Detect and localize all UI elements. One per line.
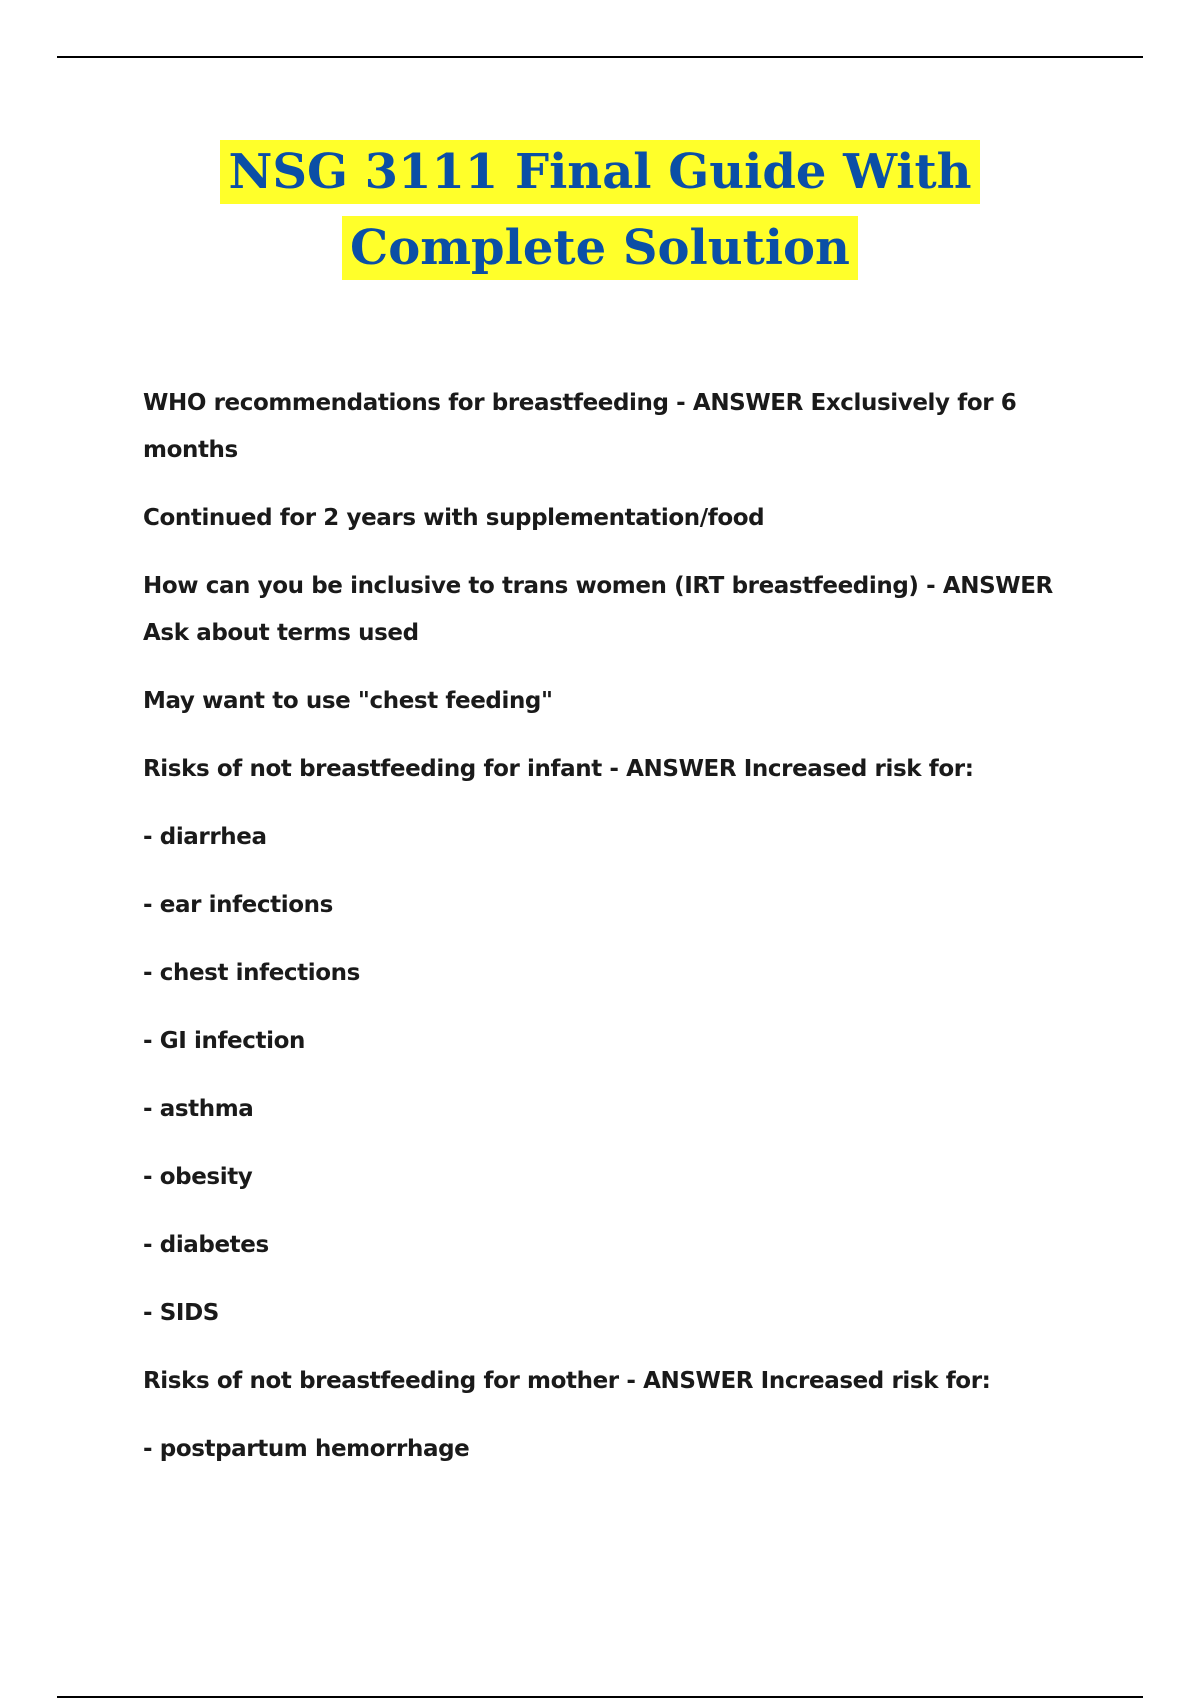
list-item-obesity: - obesity [143,1164,253,1190]
paragraph-inclusive-trans-women: How can you be inclusive to trans women (IRT breastfeeding) - ANSWER Ask about terms used [143,573,1053,646]
list-item-ear-infections: - ear infections [143,892,333,918]
paragraph-continued: Continued for 2 years with supplementation/food [143,505,765,531]
document-title [0,140,1200,292]
title-line-1: NSG 3111 Final Guide With [220,140,979,204]
paragraph-risks-infant: Risks of not breastfeeding for infant - ANSWER Increased risk for: [143,756,974,782]
paragraph-chest-feeding: May want to use "chest feeding" [143,688,553,714]
list-item-diabetes: - diabetes [143,1232,269,1258]
list-item-sids: - SIDS [143,1300,219,1326]
paragraph-who-recommendations: WHO recommendations for breastfeeding - ANSWER Exclusively for 6 months [143,390,1017,463]
list-item-diarrhea: - diarrhea [143,824,267,850]
list-item-chest-infections: - chest infections [143,960,360,986]
bottom-rule [57,1696,1143,1698]
list-item-gi-infection: - GI infection [143,1028,305,1054]
document-body [143,380,1093,1494]
list-item-asthma: - asthma [143,1096,254,1122]
top-rule [57,56,1143,58]
list-item-postpartum-hemorrhage: - postpartum hemorrhage [143,1436,470,1462]
title-line-2: Complete Solution [342,216,858,280]
paragraph-risks-mother: Risks of not breastfeeding for mother - ANSWER Increased risk for: [143,1368,991,1394]
